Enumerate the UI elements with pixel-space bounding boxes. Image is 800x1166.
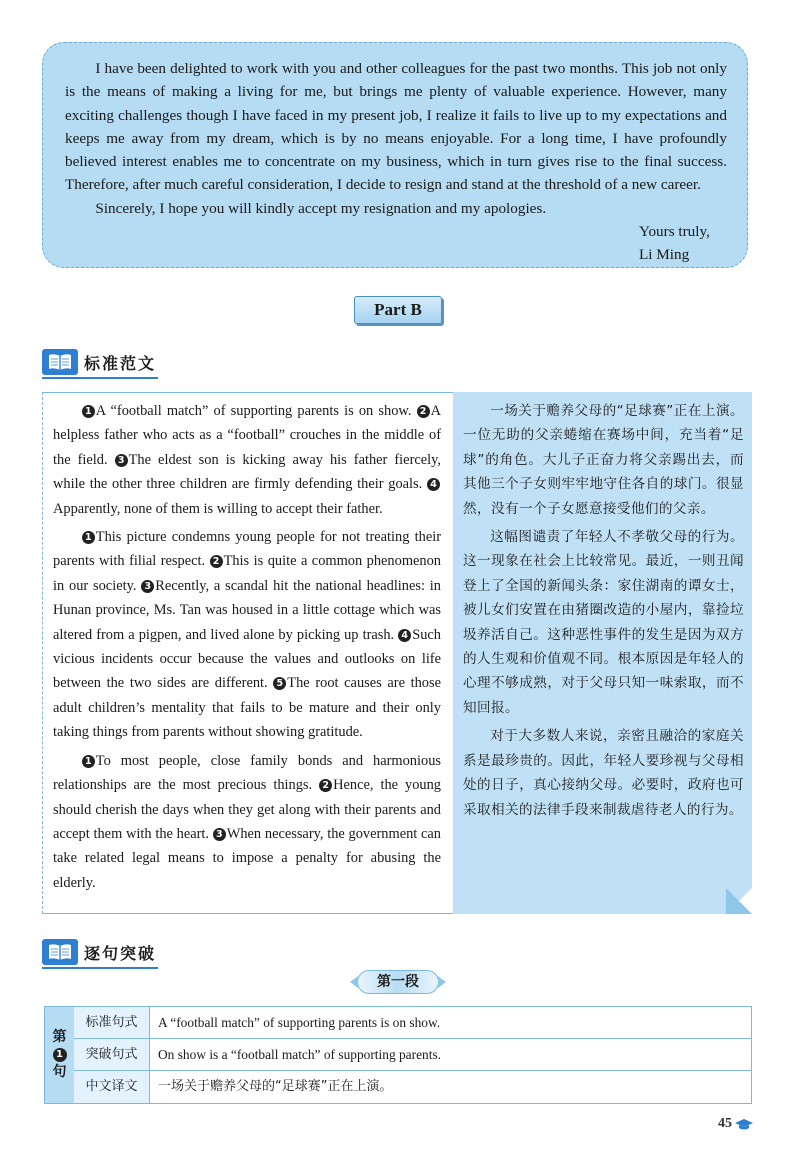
book-icon — [42, 939, 78, 965]
sentence-text: Recently, a scandal hit the national headlines: in Hunan province, Ms. Tan was housed in a little cottage which was altered from a pigpen, and lived alone by picking up trash. — [53, 577, 442, 643]
graduation-cap-icon — [734, 1118, 754, 1130]
sentence-number: 3 — [213, 828, 226, 841]
sentence-text: The eldest son is kicking away his father fiercely, while the other three children are firmly defending their goals. — [53, 451, 441, 493]
part-b-badge: Part B — [354, 296, 442, 324]
letter-paragraph-1: I have been delighted to work with you and other colleagues for the past two months. This job not only is the means of making a living for me, but brings me plenty of valuable experience. However, many exciting challenges though I have faced in my present job, I realize it fails to live up to my expectations and keeps me away from my dream, which is by no means enjoyable. For a long time, I have profoundly believed interest enables me to concentrate on my business, which in turn gives rise to the final success. Therefore, after much careful consideration, I decide to resign and stand at the threshold of a new career. — [65, 60, 727, 194]
side-label-bottom: 句 — [52, 1064, 67, 1080]
letter-paragraph-2: Sincerely, I hope you will kindly accept my resignation and my apologies. — [95, 199, 547, 217]
model-essay-box — [42, 392, 752, 914]
letter-signature — [65, 243, 727, 266]
page-number — [718, 1116, 754, 1132]
letter-signature-text: Li Ming — [639, 246, 690, 264]
sentence-number: 4 — [427, 478, 440, 491]
sentence-number: 1 — [82, 405, 95, 418]
sentence-text: A “football match” of supporting parents is on show. — [95, 403, 417, 419]
side-label-top: 第 — [52, 1029, 67, 1045]
page-number-text: 45 — [718, 1116, 732, 1131]
sentence-text: This picture condemns young people for not treating their parents with filial respect. — [53, 529, 441, 570]
table-row — [74, 1071, 751, 1103]
sentence-text: Hence, the young should cherish the days when they get along with their parents and accept them with the heart. — [53, 777, 441, 842]
section-title: 逐句突破 — [84, 943, 157, 963]
section-title: 标准范文 — [84, 353, 157, 373]
letter-box — [42, 42, 748, 268]
sentence-number: 2 — [417, 405, 430, 418]
sentence-number: 4 — [398, 629, 411, 642]
sentence-text: A helpless father who acts as a “football” crouches in the middle of the field. — [53, 403, 441, 468]
translation-paragraph-3: 对于大多数人来说，亲密且融洽的家庭关系是最珍贵的。因此，年轻人要珍视与父母相处的日子，真心接纳父母。必要时，政府也可采取相关的法律手段来制裁虐待老人的行为。 — [463, 728, 744, 818]
row-value: A “football match” of supporting parents is on show. — [158, 1015, 441, 1030]
sentence-number: 2 — [319, 779, 332, 792]
sentence-text: To most people, close family bonds and harmonious relationships are the most precious things. — [53, 752, 441, 794]
row-value: 一场关于赡养父母的“足球赛”正在上演。 — [158, 1079, 393, 1094]
sentence-side-label — [45, 1007, 75, 1103]
sentence-number: 3 — [115, 454, 128, 467]
sentence-table — [44, 1006, 752, 1104]
essay-paragraph-3 — [53, 749, 441, 895]
sentence-number: 1 — [82, 755, 95, 768]
sentence-number: 1 — [53, 1048, 67, 1062]
paragraph-tag: 第一段 — [357, 970, 439, 994]
section-underline — [42, 377, 158, 379]
sentence-number: 2 — [210, 555, 223, 568]
row-key: 标准句式 — [74, 1007, 150, 1038]
translation-paragraph-1: 一场关于赡养父母的“足球赛”正在上演。一位无助的父亲蜷缩在赛场中间，充当着“足球”的角色。大儿子正奋力将父亲踢出去，而其他三个子女则牢牢地守住各自的球门。很显然，没有一个子女愿意接受他们的父亲。 — [463, 403, 744, 517]
chinese-translation — [463, 399, 744, 826]
sentence-text: When necessary, the government can take related legal means to impose a penalty for abusing the elderly. — [53, 825, 441, 891]
sentence-text: This is quite a common phenomenon in our society. — [53, 553, 441, 594]
section-heading-model-essay — [42, 348, 164, 376]
row-key: 中文译文 — [74, 1071, 150, 1103]
translation-paragraph-2: 这幅图谴责了年轻人不孝敬父母的行为。这一现象在社会上比较常见。最近，一则丑闻登上了全国的新闻头条：家住湖南的谭女士，被儿女们安置在由猪圈改造的小屋内，靠捡垃圾养活自己。这种恶性事件的发生是因为双方的人生观和价值观不同。根本原因是年轻人的心理不够成熟，对于父母只知一味索取，而不知回报。 — [463, 529, 744, 716]
sentence-number: 3 — [141, 580, 154, 593]
sentence-text: Such vicious incidents occur because the values and outlooks on life between the two sides are different. — [53, 626, 441, 692]
table-row — [74, 1039, 751, 1071]
section-underline — [42, 967, 158, 969]
essay-paragraph-2 — [53, 525, 441, 745]
book-icon — [42, 349, 78, 375]
sentence-text: The root causes are those adult children’s mentality that fails to be mature and their only taking things from parents without showing gratitude. — [53, 675, 441, 741]
letter-closing-text: Yours truly, — [639, 223, 710, 241]
english-essay — [53, 399, 441, 899]
section-heading-sentence-breakdown — [42, 938, 164, 966]
sentence-number: 1 — [82, 531, 95, 544]
table-row — [74, 1007, 751, 1039]
letter-closing — [65, 220, 727, 243]
row-value: On show is a “football match” of supporting parents. — [158, 1047, 442, 1062]
sentence-text: Apparently, none of them is willing to accept their father. — [53, 500, 383, 517]
page-fold-shadow — [726, 888, 752, 914]
essay-paragraph-1 — [53, 399, 441, 521]
sentence-number: 5 — [273, 677, 286, 690]
row-key: 突破句式 — [74, 1039, 150, 1070]
